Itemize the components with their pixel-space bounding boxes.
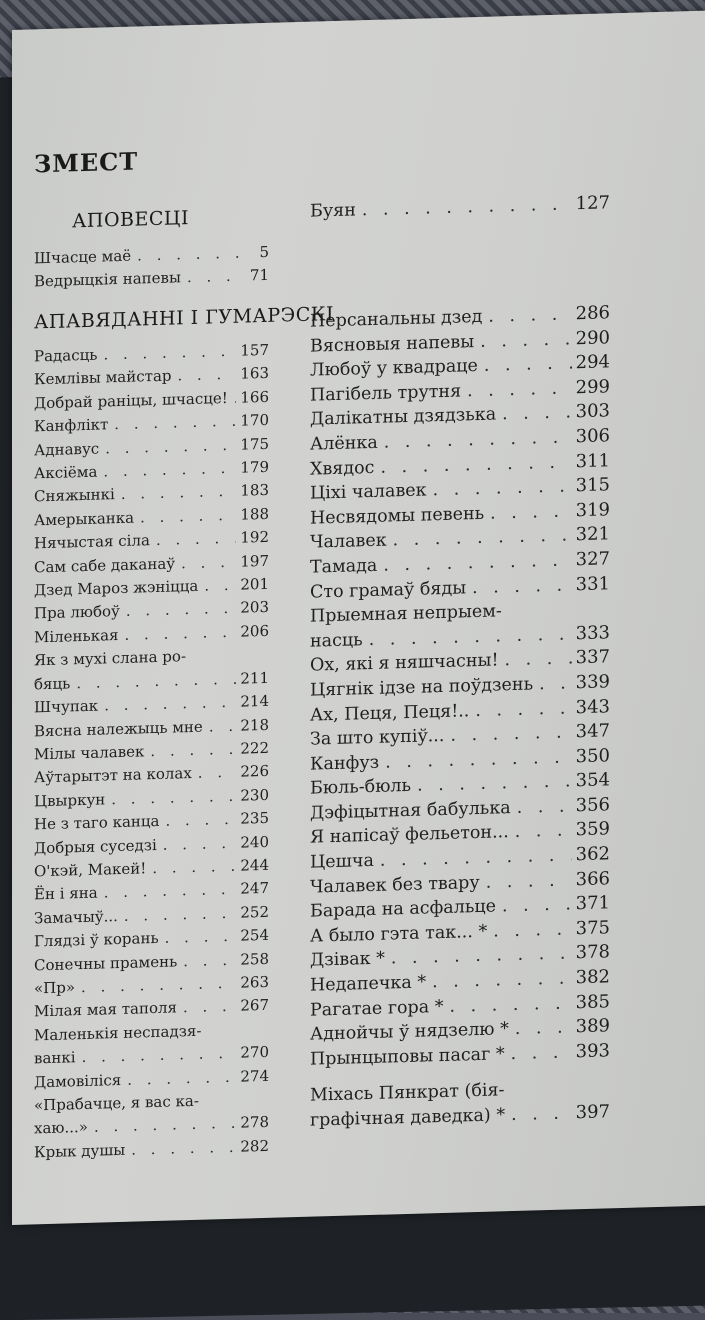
toc-entry-page: 311 [575,449,610,472]
toc-entry-title: Дамовіліся [34,1070,122,1091]
toc-entry-title: Прынцыповы пасаг * [310,1044,505,1070]
toc-entry-title: Далікатны дзядзька [310,404,497,431]
toc-entry-page: 270 [240,1043,269,1062]
toc-entry-page: 306 [575,425,610,448]
toc-entry-page: 163 [240,364,269,384]
toc-entry-page: 350 [575,744,610,767]
toc-entry-title: Глядзі ў корань [34,929,159,951]
toc-entry-page: 235 [240,808,269,828]
toc-entry-page: 230 [240,785,269,805]
toc-entry-page: 378 [575,941,610,964]
toc-entry-page: 278 [240,1113,269,1133]
toc-entry-title: Вясновыя напевы [310,331,475,357]
toc-entry-page: 319 [575,499,610,522]
toc-entry-title: Аўтарытэт на колах [34,764,192,787]
toc-entry-page: 183 [240,481,269,501]
toc-entry-title: Персанальны дзед [310,306,483,332]
toc-entry-page: 274 [240,1066,269,1086]
toc-entry-title: Бюль-бюль [310,776,412,799]
toc-entry-title: хаю...» [34,1118,88,1138]
toc-entry-title: Добрай раніцы, шчасце! [34,388,228,413]
toc-entry-title: Ох, які я няшчасны! [310,650,499,676]
dot-leader [131,241,255,268]
toc-entry-title: Чалавек без твару [310,872,480,898]
toc-entry-title: Мілая мая таполя [34,998,177,1021]
toc-entry-page: 339 [575,671,610,694]
dot-leader [228,387,237,411]
toc-entry-page: 359 [575,818,610,841]
toc-entry-page: 393 [575,1040,610,1063]
toc-entry-title: Як з мухі слана ро- [34,647,187,670]
toc-entry-title: Ён і яна [34,883,98,904]
toc-entry-title: «Пр» [34,978,76,998]
dot-leader [157,831,237,857]
toc-entry-title: Мілы чалавек [34,742,145,764]
toc-entry-title: Вясна належыць мне [34,717,203,740]
dot-leader [171,363,236,388]
toc-entry-page: 197 [240,551,269,571]
toc-entry-title: Барада на асфальце [310,896,496,922]
dot-leader [198,574,236,598]
dot-leader [505,1101,572,1127]
toc-entry-page: 333 [575,622,610,644]
toc-entry-title: Міленькая [34,625,119,647]
toc-entry-title: Чалавек [310,530,387,554]
dot-leader [511,794,572,820]
toc-entry-title: Ах, Пеця, Пеця!.. [310,700,470,726]
toc-entry-title: Любоў у квадраце [310,356,478,381]
dot-leader [177,948,236,973]
dot-leader [444,720,571,748]
povesci-list [34,241,269,294]
buyan-entry [310,191,610,224]
toc-entry-title: Хвядос [310,457,375,480]
dot-leader [474,327,571,354]
toc-entry-title: Аднавус [34,439,100,460]
toc-entry-page: 299 [575,376,610,399]
toc-entry-title: Сонечны прамень [34,951,178,974]
toc-entry-title: Пагібель трутня [310,381,462,406]
toc-entry-page: 71 [249,266,269,285]
dot-leader [496,893,572,920]
dot-leader [487,917,571,944]
toc-entry-page: 375 [575,917,610,940]
toc-entry-title: О'кэй, Макей! [34,859,147,881]
toc-entry-title: Шчасце маё [34,246,132,268]
toc-entry-title: Ведрыцкія напевы [34,268,181,291]
toc-entry-title: Аднойчы ў нядзелю * [310,1019,509,1045]
dot-leader [144,738,236,764]
toc-entry-page: 179 [240,457,269,477]
toc-entry-title: Алёнка [310,432,378,455]
dot-leader [159,808,236,834]
toc-entry-title: Недапечка * [310,972,427,996]
toc-entry-page: 192 [240,528,269,547]
dot-leader [461,376,572,404]
toc-entry-title: Ціхі чалавек [310,480,427,504]
toc-entry-title: Цягнік ідзе на поўдзень [310,674,534,701]
dot-leader [484,499,571,526]
toc-entry-title: Радасць [34,345,98,366]
toc-entry-title: Буян [310,200,356,222]
toc-entry-title: За што купіў... [310,726,445,750]
toc-entry-title: Не з таго канца [34,812,160,834]
toc-entry-page: 244 [240,855,269,875]
dot-leader [466,573,571,601]
toc-entry-title: Кемлівы майстар [34,366,172,389]
dot-leader [533,671,572,697]
toc-entry-title: Тамада [310,555,378,578]
dot-leader [482,302,571,329]
toc-entry-title: Дэфіцытная бабулька [310,797,511,824]
dot-leader [356,192,572,223]
dot-leader [159,925,237,951]
dot-leader [496,401,571,428]
toc-entry-title: Міхась Пянкрат (бія- [310,1080,505,1106]
dot-leader [469,696,571,723]
toc-entry-page: 267 [240,996,269,1015]
toc-entry-title: «Прабачце, я вас ка- [34,1091,199,1115]
toc-entry-page: 214 [240,691,269,711]
toc-entry-page: 247 [240,879,269,898]
toc-entry-page: 170 [240,411,269,430]
toc-entry-title: Пра любоў [34,602,120,623]
dot-leader [505,1040,572,1066]
toc-entry-title: Канфлікт [34,415,109,436]
toc-entry-title: бяць [34,674,71,694]
toc-entry-page: 286 [575,302,610,325]
toc-entry-page: 343 [575,695,610,718]
contents-heading: ЗМЕСТ [34,146,139,179]
toc-entry-page: 218 [240,715,269,735]
toc-entry-title: Крык душы [34,1140,126,1162]
toc-entry-page: 5 [259,242,269,262]
dot-leader [203,714,237,738]
dot-leader [498,647,571,674]
toc-entry-page: 385 [575,990,610,1013]
toc-entry-page: 252 [240,902,269,922]
toc-entry [310,191,610,224]
toc-entry-page: 211 [240,668,269,688]
dot-leader [509,819,572,845]
dot-leader [444,991,572,1019]
toc-entry-page: 366 [575,867,610,890]
toc-entry-title: Замачыў... [34,906,118,928]
toc-entry-page: 254 [240,925,269,945]
section-povesci-heading: АПОВЕСЦІ [72,207,189,233]
toc-entry-page: 327 [575,548,610,571]
dot-leader [480,868,572,895]
dot-leader [125,1136,236,1163]
toc-entry-page: 371 [575,892,610,915]
toc-entry-page: 389 [575,1015,610,1038]
dot-leader [175,550,236,575]
toc-entry-title: Амерыканка [34,508,135,530]
right-toc-column [310,301,610,1072]
toc-entry-title: Сам сабе даканаў [34,554,176,577]
toc-entry-page: 201 [240,574,269,594]
toc-entry-page: 157 [240,340,269,360]
section-stories-heading: АПАВЯДАННІ І ГУМАРЭСКІ [34,303,334,334]
toc-entry-page: 347 [575,720,610,743]
toc-entry-title: Нячыстая сіла [34,531,150,553]
toc-entry-title: Прыемная непрыем- [310,601,502,627]
toc-entry-page: 337 [575,646,610,669]
dot-leader [509,1016,572,1042]
toc-entry-title: Цешча [310,850,374,873]
toc-entry-page: 258 [240,949,269,969]
dot-leader [120,597,236,624]
toc-entry-title: Шчупак [34,696,99,717]
toc-entry-title: Дзед Мароз жэніцца [34,576,199,600]
dot-leader [119,621,237,648]
toc-entry-page: 226 [240,762,269,781]
toc-entry-page: 175 [240,434,269,454]
toc-entry-title: Аксіёма [34,462,98,483]
toc-entry-title: насць [310,629,363,652]
dot-leader [478,352,572,379]
toc-entry-page: 166 [240,387,269,407]
toc-entry-page: 290 [575,326,610,349]
dot-leader [134,504,236,530]
dot-leader [150,527,236,553]
toc-entry-page: 303 [575,400,610,423]
toc-entry-title: Канфуз [310,752,380,775]
toc-entry-page: 206 [240,621,269,641]
toc-entry-title: Рагатае гора * [310,996,444,1021]
dot-leader [181,265,246,290]
toc-entry-page: 354 [575,769,610,792]
dot-leader [146,855,236,881]
toc-entry-title: Цвыркун [34,790,106,811]
toc-entry-page: 382 [575,966,610,989]
toc-entry-title: Дзівак * [310,949,385,972]
toc-entry-page: 356 [575,794,610,817]
toc-entry-title: Сто грамаў бяды [310,577,467,603]
left-toc-column [34,339,269,1165]
dot-leader [177,995,236,1020]
toc-entry-page: 362 [575,843,610,866]
toc-entry-page: 240 [240,832,269,852]
toc-entry-title: А было гэта так... * [310,921,488,947]
toc-entry-page: 282 [240,1136,269,1156]
toc-entry-page: 331 [575,572,610,595]
toc-entry-page: 397 [575,1100,610,1123]
toc-entry-page: 222 [240,738,269,758]
toc-entry-page: 188 [240,504,269,524]
toc-entry-page: 263 [240,972,269,992]
book-page [12,10,705,1225]
toc-entry-title: Я напісаў фельетон... [310,822,509,849]
toc-entry-page: 294 [575,351,610,374]
toc-entry-title: Несвядомы певень [310,503,485,529]
toc-entry-page: 127 [575,192,610,215]
toc-entry-title: ванкі [34,1048,76,1068]
bio-entry [310,1075,610,1133]
dot-leader [192,761,237,786]
toc-entry-title: графічная даведка) * [310,1104,506,1131]
toc-entry-page: 321 [575,523,610,546]
dot-leader [115,480,237,507]
dot-leader [121,1065,236,1092]
toc-entry-title: Маленькія неспадзя- [34,1021,202,1045]
toc-entry-page: 315 [575,474,610,497]
toc-entry-page: 203 [240,598,269,618]
toc-entry-title: Сняжынкі [34,485,115,506]
dot-leader [118,901,236,928]
toc-entry-title: Добрыя суседзі [34,835,157,857]
